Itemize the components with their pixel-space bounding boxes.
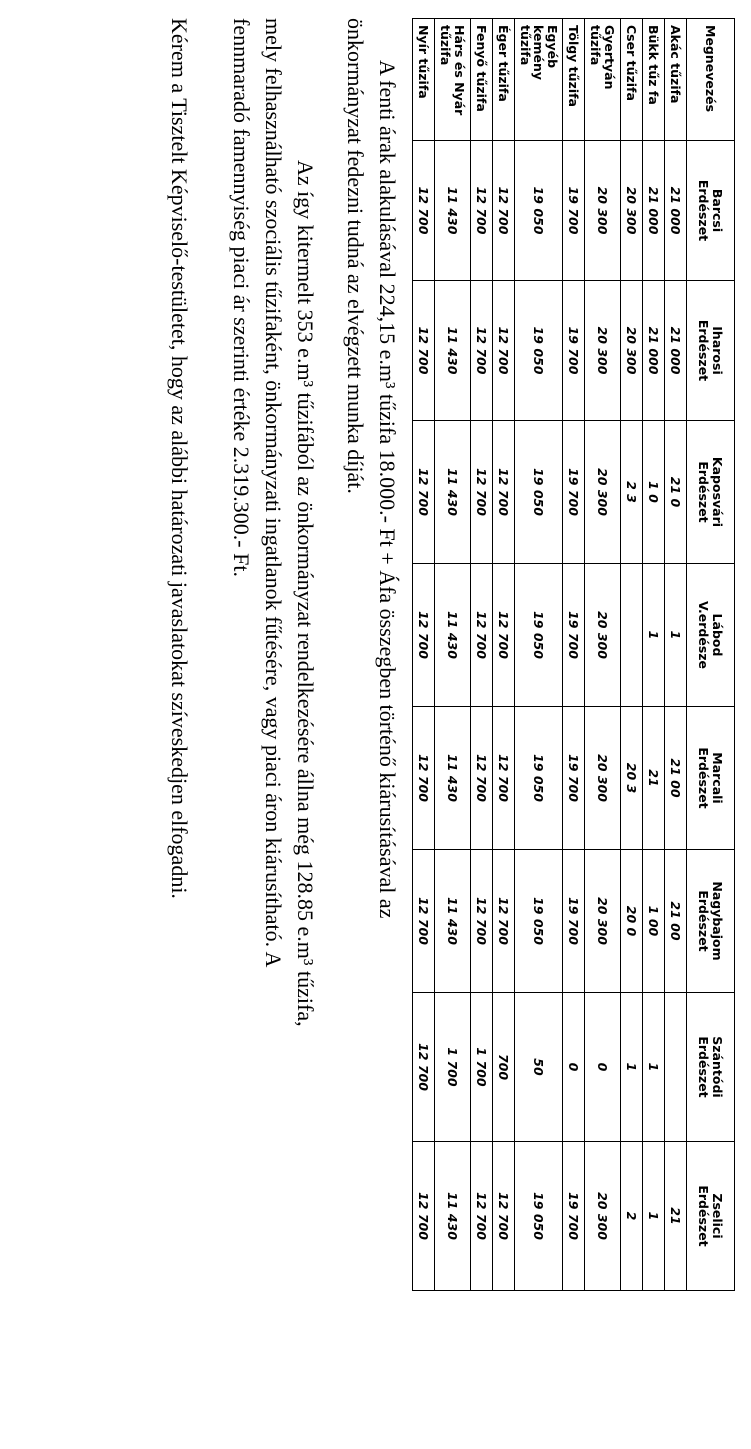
price-cell: 12 700 (413, 993, 435, 1142)
row-label: Akác tűzifa (665, 19, 687, 141)
price-cell: 12 700 (471, 421, 493, 564)
table-row (585, 19, 621, 1291)
paragraph-1-line-2: önkormányzat fedezni tudná az elvégzett munka díját. (343, 18, 368, 494)
price-cell: 1 (643, 1142, 665, 1291)
row-label: Nyír tűzifa (413, 19, 435, 141)
price-cell: 19 050 (515, 1142, 563, 1291)
row-label: Hárs és Nyár tűzifa (435, 19, 471, 141)
price-cell: 19 700 (563, 564, 585, 707)
row-label: Egyéb kemény tűzifa (515, 19, 563, 141)
price-cell: 11 430 (435, 141, 471, 281)
price-cell: 2 (621, 1142, 643, 1291)
price-cell: 20 300 (621, 141, 643, 281)
price-cell: 11 430 (435, 1142, 471, 1291)
price-cell: 21 000 (665, 281, 687, 421)
row-label: Gyertyán tűzifa (585, 19, 621, 141)
price-cell: 11 430 (435, 850, 471, 993)
price-cell: 12 700 (413, 850, 435, 993)
header-kaposvari: Kaposvári Erdészet (687, 421, 735, 564)
price-cell: 21 000 (643, 281, 665, 421)
price-cell: 1 700 (471, 993, 493, 1142)
price-cell: 21 00 (665, 707, 687, 850)
price-cell: 0 (585, 993, 621, 1142)
price-cell: 1 (665, 564, 687, 707)
price-cell: 19 050 (515, 421, 563, 564)
price-cell: 1 700 (435, 993, 471, 1142)
table-row (563, 19, 585, 1291)
price-cell: 19 700 (563, 707, 585, 850)
price-cell: 12 700 (471, 850, 493, 993)
price-cell: 19 050 (515, 141, 563, 281)
price-cell: 21 00 (665, 850, 687, 993)
price-cell: 12 700 (493, 421, 515, 564)
price-cell: 20 300 (621, 281, 643, 421)
header-barcsi: Barcsi Erdészet (687, 141, 735, 281)
price-cell: 20 300 (585, 1142, 621, 1291)
table-row (621, 19, 643, 1291)
table-row (515, 19, 563, 1291)
paragraph-2-line-2: mely felhasználható szociális tűzifaként, önkormányzati ingatlanok fűtésére, vagy piaci áron kiárusítható. A (261, 18, 286, 968)
header-szantodi: Szántódi Erdészet (687, 993, 735, 1142)
table-header-row (687, 19, 735, 1291)
price-cell: 1 (621, 993, 643, 1142)
table-row (435, 19, 471, 1291)
price-cell: 21 000 (643, 141, 665, 281)
price-cell: 12 700 (413, 421, 435, 564)
price-cell: 20 0 (621, 850, 643, 993)
paragraph-2-line-1: Az így kitermelt 353 e.m³ tűzifából az önkormányzat rendelkezésére állna még 128.85 e.m³ tűzifa, (293, 160, 318, 1027)
price-cell: 21 0 (665, 421, 687, 564)
row-label: Éger tűzifa (493, 19, 515, 141)
price-cell: 1 (643, 993, 665, 1142)
price-cell: 12 700 (493, 141, 515, 281)
price-cell: 19 700 (563, 421, 585, 564)
price-cell: 11 430 (435, 281, 471, 421)
price-cell: 12 700 (493, 564, 515, 707)
price-cell: 21 (643, 707, 665, 850)
price-cell: 12 700 (471, 1142, 493, 1291)
price-cell: 12 700 (471, 564, 493, 707)
header-zselici: Zselici Erdészet (687, 1142, 735, 1291)
header-iharosi: Iharosi Erdészet (687, 281, 735, 421)
paragraph-2-line-3: fennmaradó famennyiség piaci ár szerinti értéke 2.319.300.- Ft. (229, 18, 254, 577)
price-cell: 12 700 (493, 850, 515, 993)
price-cell: 12 700 (471, 141, 493, 281)
price-cell: 20 300 (585, 281, 621, 421)
paragraph-1-line-1: A fenti árak alakulásával 224,15 e.m³ tűzifa 18.000.- Ft + Áfa összegben történő kiárusításával az (375, 60, 400, 919)
price-cell: 19 050 (515, 564, 563, 707)
row-label: Tölgy tűzifa (563, 19, 585, 141)
price-cell: 20 300 (585, 707, 621, 850)
price-cell: 19 050 (515, 281, 563, 421)
price-cell: 11 430 (435, 421, 471, 564)
header-nagybajom: Nagybajom Erdészet (687, 850, 735, 993)
header-megnevezes: Megnevezés (687, 19, 735, 141)
price-cell (665, 993, 687, 1142)
price-cell: 19 700 (563, 281, 585, 421)
header-marcali: Marcali Erdészet (687, 707, 735, 850)
price-cell: 20 300 (585, 564, 621, 707)
table-row (413, 19, 435, 1291)
price-cell: 1 (643, 564, 665, 707)
price-cell: 21 000 (665, 141, 687, 281)
price-cell: 12 700 (493, 1142, 515, 1291)
price-cell: 0 (563, 993, 585, 1142)
price-cell: 50 (515, 993, 563, 1142)
row-label: Cser tűzifa (621, 19, 643, 141)
row-label: Fenyő tűzifa (471, 19, 493, 141)
price-cell: 1 00 (643, 850, 665, 993)
header-labod: Lábod V.erdésze (687, 564, 735, 707)
table-row (493, 19, 515, 1291)
price-cell: 19 700 (563, 141, 585, 281)
price-cell (621, 564, 643, 707)
price-cell: 21 (665, 1142, 687, 1291)
table-row (643, 19, 665, 1291)
firewood-price-table (412, 18, 735, 1291)
price-cell: 12 700 (413, 281, 435, 421)
price-cell: 12 700 (471, 281, 493, 421)
price-cell: 20 300 (585, 421, 621, 564)
price-cell: 20 3 (621, 707, 643, 850)
price-cell: 19 700 (563, 1142, 585, 1291)
price-cell: 19 050 (515, 850, 563, 993)
price-cell: 12 700 (413, 707, 435, 850)
price-cell: 700 (493, 993, 515, 1142)
price-cell: 2 3 (621, 421, 643, 564)
price-cell: 12 700 (471, 707, 493, 850)
row-label: Bükk tűz fa (643, 19, 665, 141)
price-cell: 12 700 (413, 564, 435, 707)
price-cell: 11 430 (435, 564, 471, 707)
price-cell: 20 300 (585, 141, 621, 281)
price-cell: 1 0 (643, 421, 665, 564)
price-cell: 12 700 (493, 707, 515, 850)
price-cell: 19 050 (515, 707, 563, 850)
table-row (665, 19, 687, 1291)
table-row (471, 19, 493, 1291)
price-cell: 19 700 (563, 850, 585, 993)
price-cell: 20 300 (585, 850, 621, 993)
paragraph-3-line-1: Kérem a Tisztelt Képviselő-testületet, hogy az alábbi határozati javaslatokat szíveskedjen elfogadni. (167, 18, 192, 899)
price-cell: 12 700 (413, 1142, 435, 1291)
price-cell: 11 430 (435, 707, 471, 850)
price-cell: 12 700 (413, 141, 435, 281)
price-cell: 12 700 (493, 281, 515, 421)
